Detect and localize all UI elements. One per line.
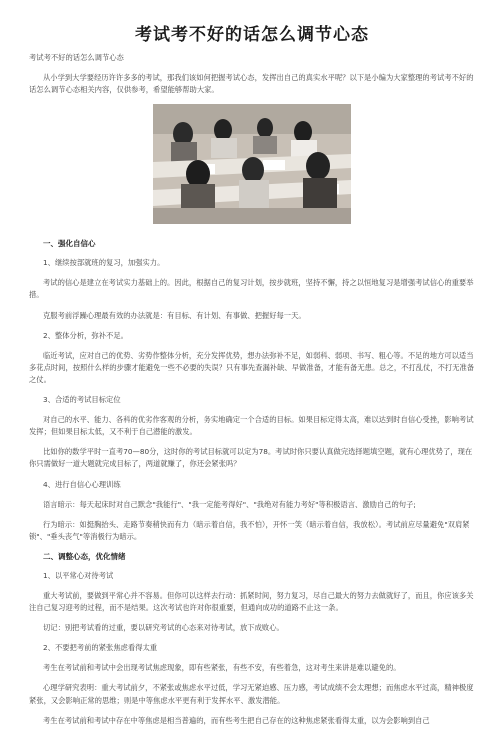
intro-paragraph: 从小学到大学要经历许许多多的考试，那我们该如何把握考试心态，发挥出自己的真实水平呢？以下是小编为大家整理的考试考不好的话怎么调节心态相关内容，仅供参考，希望能够帮助大家。 xyxy=(29,73,474,95)
section-1-paragraph: 对自己的水平、能力、各科的优劣作客观的分析，务实地确定一个合适的目标。如果目标定得太高，难以达到时自信心受挫，影响考试发挥；但如果目标太低，又不利于自己潜能的激发。 xyxy=(29,415,474,437)
section-heading-1: 一、强化自信心 xyxy=(43,239,96,249)
section-1-paragraph: 语言暗示：每天起床时对自己默念"我能行"、"我一定能考得好"、"我绝对有能力考好"等积极语言、激励自己的句子; xyxy=(43,499,416,509)
section-heading-2: 二、调整心态，优化情绪 xyxy=(43,551,126,561)
section-1-paragraph: 4、进行自信心心理训练 xyxy=(43,479,121,489)
section-2-paragraph: 切记：别把考试看的过重，要以研究考试的心态来对待考试，放下成败心。 xyxy=(43,623,284,633)
section-2-paragraph: 重大考试前，要做到平常心并不容易。但你可以这样去行动：抓紧时间，努力复习，尽自己最大的努力去做就好了，而且，你应该多关注自己复习迎考的过程，而不是结果。这次考试也许对你很重要，但通向成功的道路不止这一条。 xyxy=(29,590,474,613)
section-1-paragraph: 克服考前浮躁心理最有效的办法就是：有目标、有计划、有事做、把握好每一天。 xyxy=(43,310,306,320)
article-body xyxy=(29,52,475,735)
section-1-paragraph: 2、整体分析，弥补不足。 xyxy=(43,330,128,340)
page-title: 考试考不好的话怎么调节心态 xyxy=(135,25,369,45)
section-2-paragraph: 考生在考试前和考试中会出现考试焦虑现象，即有些紧张，有些不安，有些着急，这对考生来讲是难以避免的。 xyxy=(43,663,401,673)
section-1-paragraph: 3、合适的考试目标定位 xyxy=(43,395,121,405)
section-1-paragraph: 考试的信心是建立在考试实力基础上的。因此，根据自己的复习计划，按步就班，坚持不懈，持之以恒地复习是增强考试信心的重要举措。 xyxy=(29,278,474,300)
photo-graphic xyxy=(153,104,351,224)
section-2-paragraph: 1、以平常心对待考试 xyxy=(43,570,114,580)
section-1-paragraph: 1、继续按部就班的复习，加强实力。 xyxy=(43,258,165,268)
section-1-paragraph: 比如你的数学平时一直考70—80分，这时你的考试目标就可以定为78。考试时你只要认真做完选择题填空题，就有心理优势了，现在你只需做好一道大题就完成目标了，两道就赚了，你还会紧张吗？ xyxy=(29,447,473,469)
section-1-paragraph: 临近考试，应对自己的优势、劣势作整体分析，充分发挥优势，想办法弥补不足，如弱科、弱项、书写、粗心等。不足的地方可以适当多花点时间，按照什么样的步骤才能避免一些不必要的失误？只有事先查漏补缺、早做准备，才能有备无患。总之，不打乱仗，不打无准备之仗。 xyxy=(29,350,475,384)
source-line: 考试考不好的话怎么调节心态 xyxy=(29,53,124,62)
section-2-paragraph: 心理学研究表明：重大考试前夕，不紧张或焦虑水平过低，学习无紧迫感、压力感，考试成绩不会太理想；而焦虑水平过高，精神极度紧张，又会影响正常的思维；则是中等焦虑水平更有利于发挥水平、激发潜能。 xyxy=(29,683,474,705)
section-1-paragraph: 行为暗示：如挺胸抬头、走路节奏稍快而有力（暗示着自信，我不怕），开怀一笑（暗示着自信，我放松）。考试前应尽量避免"双肩紧锁"、"垂头丧气"等消极行为暗示。 xyxy=(29,519,470,541)
classroom-exam-photo xyxy=(153,104,351,224)
section-2-paragraph: 2、不要把考前的紧张焦虑看得太重 xyxy=(43,643,158,653)
section-2-paragraph: 考生在考试前和考试中存在中等焦虑是相当普遍的，而有些考生把自己存在的这种焦虑紧张看得太重，以为会影响到自己 xyxy=(43,715,430,725)
